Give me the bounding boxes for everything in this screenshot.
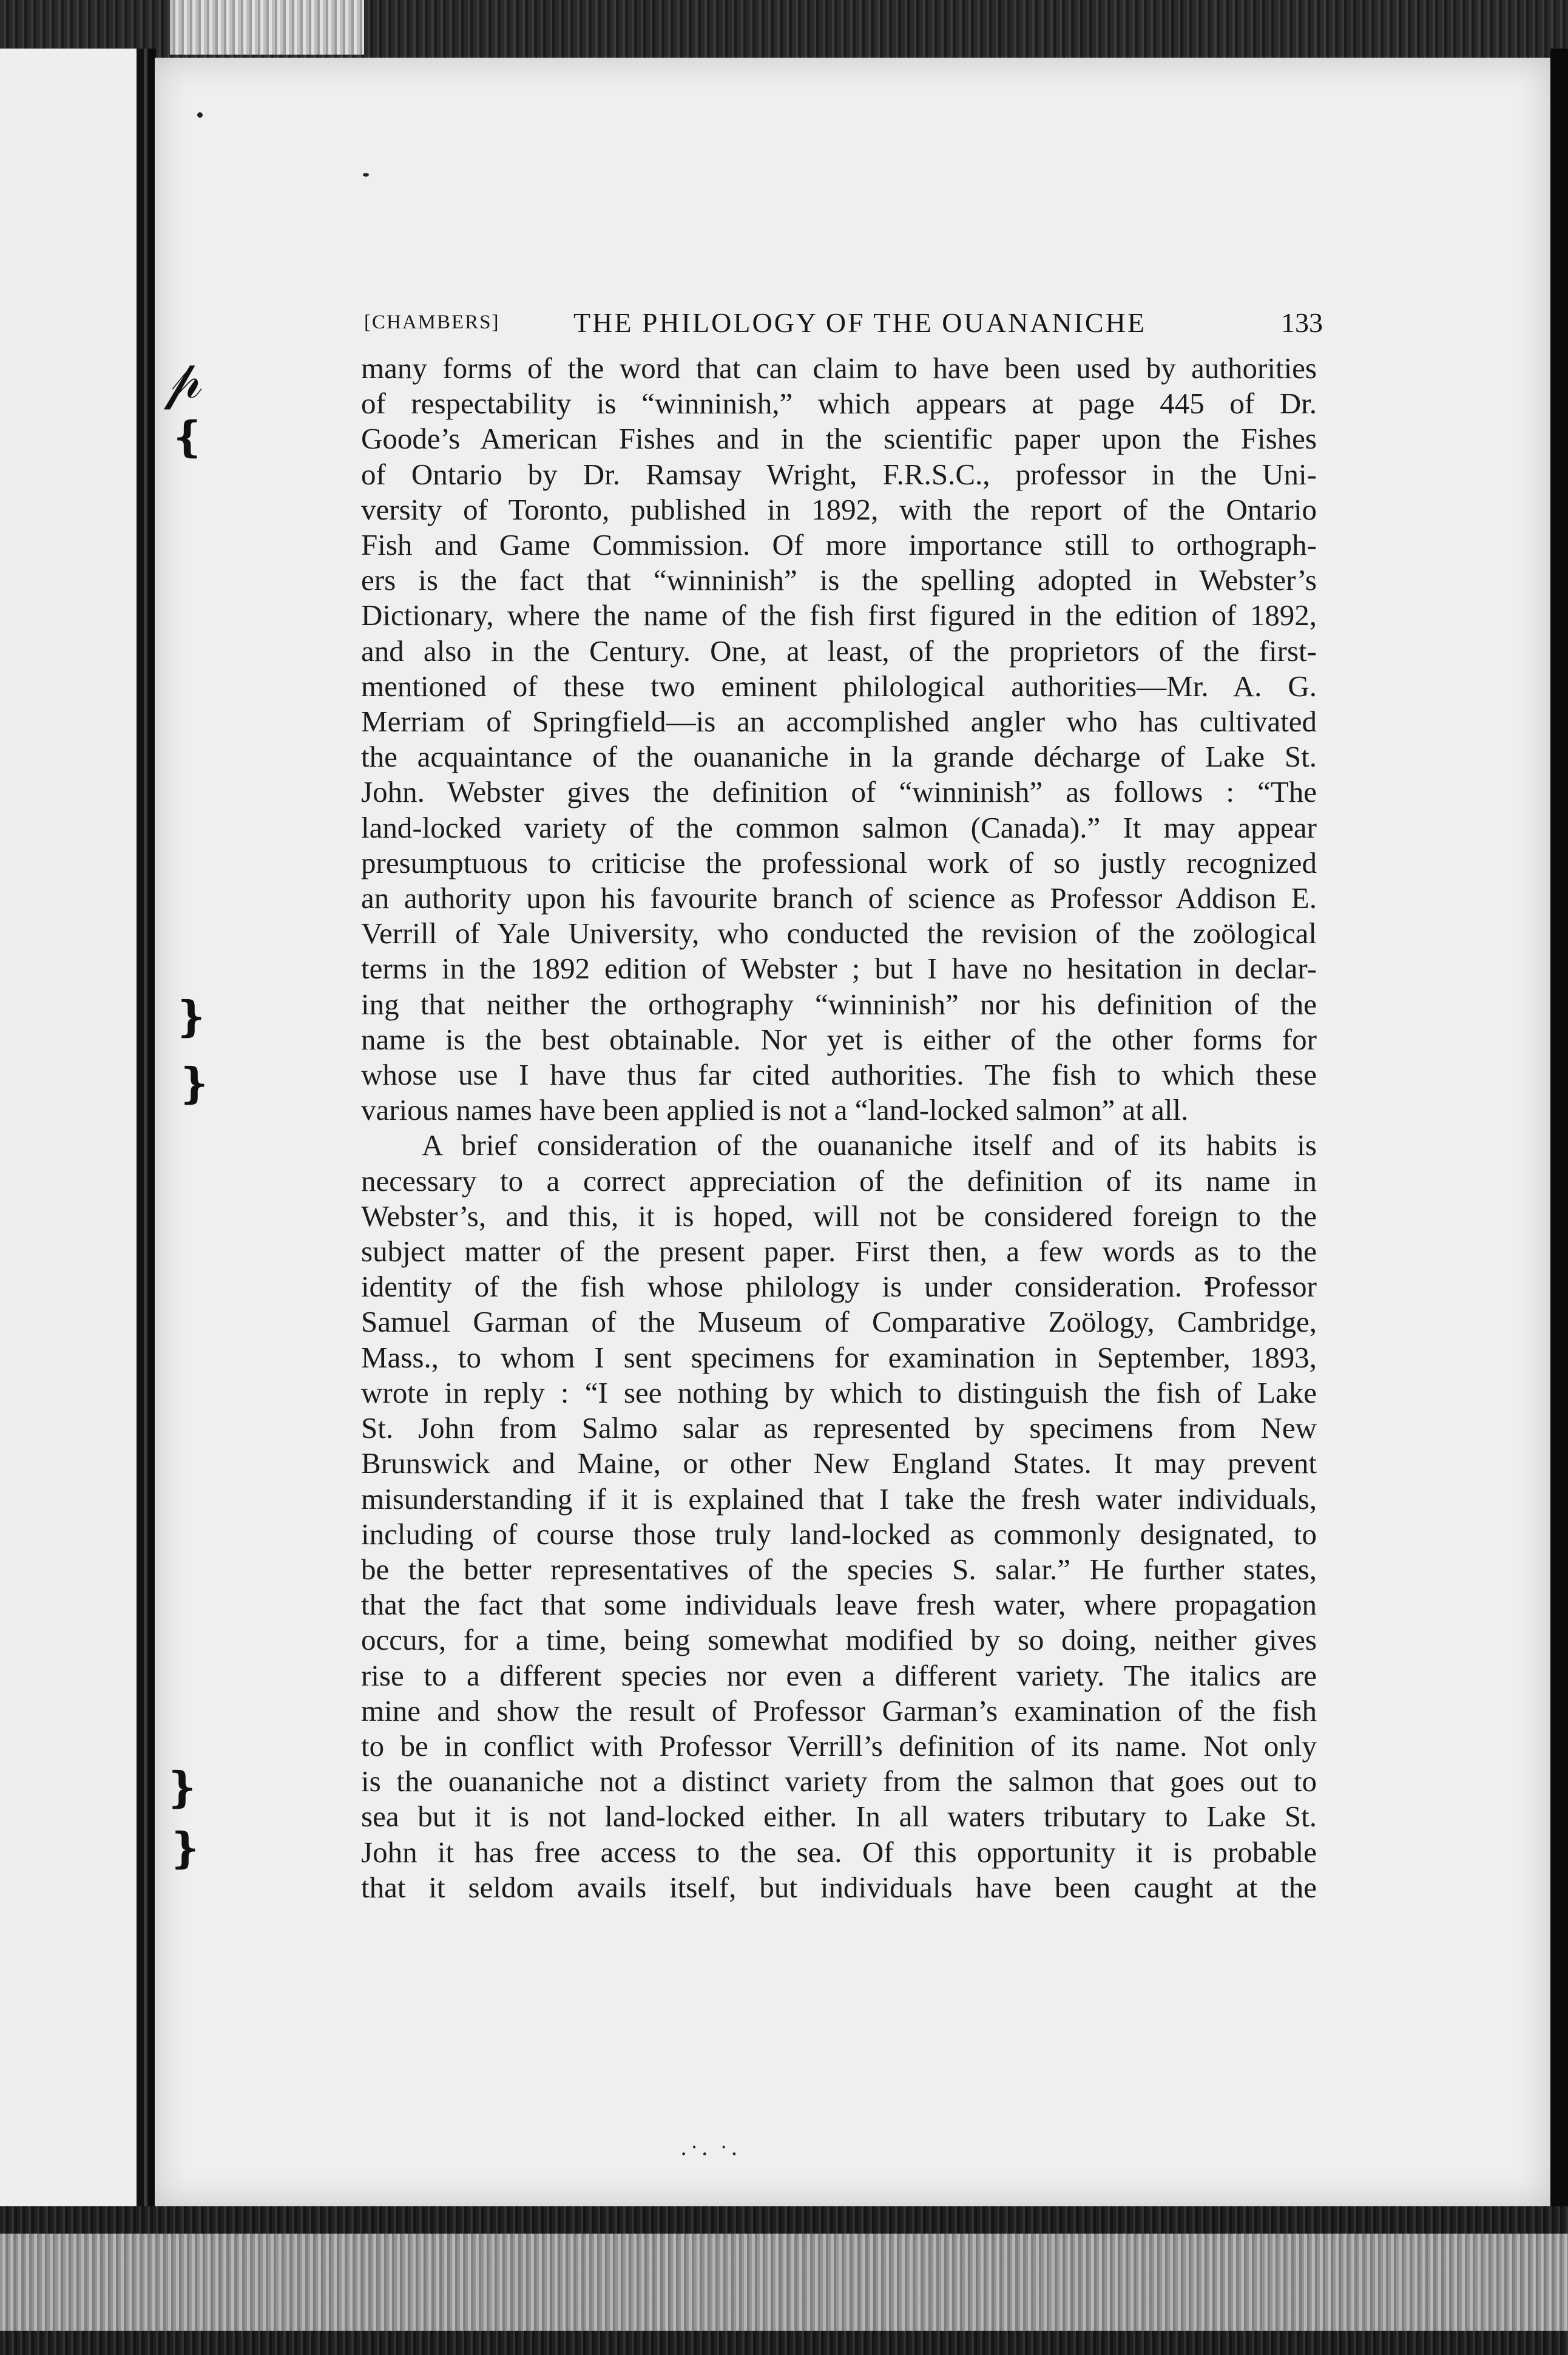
text-line: ing that neither the orthography “winninish” nor his definition of the xyxy=(361,987,1317,1021)
running-header xyxy=(364,307,1323,343)
text-line: presumptuous to criticise the professional work of so justly recognized xyxy=(361,845,1317,879)
text-line: that it seldom avails itself, but individuals have been caught at the xyxy=(361,1870,1317,1904)
text-line: that the fact that some individuals leave fresh water, where propagation xyxy=(361,1588,1317,1622)
dust-speck xyxy=(363,173,369,177)
binding-clip-6: ❵ xyxy=(167,1823,203,1873)
text-line: St. John from Salmo salar as represented by specimens from New xyxy=(361,1411,1317,1445)
book-binding-shadow xyxy=(137,49,156,2209)
text-line: sea but it is not land-locked either. In all waters tributary to Lake St. xyxy=(361,1800,1317,1834)
binding-clip-2: ❴ xyxy=(170,412,206,462)
text-line: name is the best obtainable. Nor yet is either of the other forms for xyxy=(361,1022,1317,1056)
facing-page-edge xyxy=(0,49,155,2206)
paragraph-2 xyxy=(361,1128,1317,1905)
page-number: 133 xyxy=(1281,307,1323,338)
text-line: Goode’s American Fishes and in the scientific paper upon the Fishes xyxy=(361,422,1317,456)
text-line: including of course those truly land-locked as commonly designated, to xyxy=(361,1517,1317,1551)
text-line: mine and show the result of Professor Garman’s examination of the fish xyxy=(361,1693,1317,1727)
text-line: subject matter of the present paper. First then, a few words as to the xyxy=(361,1235,1317,1269)
text-line: and also in the Century. One, at least, of the proprietors of the first- xyxy=(361,634,1317,668)
text-line: Merriam of Springfield—is an accomplished angler who has cultivated xyxy=(361,705,1317,739)
text-line: necessary to a correct appreciation of the definition of its name in xyxy=(361,1164,1317,1198)
text-line: be the better representatives of the species S. salar.” He further states, xyxy=(361,1552,1317,1586)
text-line: rise to a different species nor even a different variety. The italics are xyxy=(361,1658,1317,1692)
text-line: occurs, for a time, being somewhat modified by so doing, neither gives xyxy=(361,1623,1317,1657)
text-line: John. Webster gives the definition of “winninish” as follows : “The xyxy=(361,775,1317,809)
dust-speck xyxy=(197,112,203,118)
scan-top-light-band xyxy=(170,0,364,55)
scan-right-edge xyxy=(1550,49,1568,2209)
text-line: versity of Toronto, published in 1892, with the report of the Ontario xyxy=(361,492,1317,526)
text-line: misunderstanding if it is explained that I take the fresh water individuals, xyxy=(361,1482,1317,1516)
scan-bottom-light-band xyxy=(0,2234,1568,2331)
text-line: Fish and Game Commission. Of more importance still to orthograph- xyxy=(361,528,1317,562)
binding-clip-4: ❵ xyxy=(176,1059,212,1108)
text-line: of respectability is “winninish,” which appears at page 445 of Dr. xyxy=(361,387,1317,421)
body-text xyxy=(361,351,1317,1905)
text-line: many forms of the word that can claim to have been used by authorities xyxy=(361,351,1317,385)
text-line: Verrill of Yale University, who conducted the revision of the zoölogical xyxy=(361,917,1317,950)
text-line: terms in the 1892 edition of Webster ; but I have no hesitation in declar- xyxy=(361,952,1317,986)
binding-clip-1: 𝓅 xyxy=(164,347,203,411)
binding-clip-3: ❵ xyxy=(173,992,209,1042)
text-line: is the ouananiche not a distinct variety from the salmon that goes out to xyxy=(361,1764,1317,1798)
text-line: the acquaintance of the ouananiche in la grande décharge of Lake St. xyxy=(361,740,1317,774)
scan-bottom-edge xyxy=(0,2206,1568,2355)
paragraph-1 xyxy=(361,351,1317,1128)
text-line: wrote in reply : “I see nothing by which to distinguish the fish of Lake xyxy=(361,1375,1317,1409)
text-line: various names have been applied is not a “land-locked salmon” at all. xyxy=(361,1093,1189,1127)
scan-top-edge xyxy=(0,0,1568,58)
text-line: Mass., to whom I sent specimens for examination in September, 1893, xyxy=(361,1340,1317,1374)
text-line: land-locked variety of the common salmon (Canada).” It may appear xyxy=(361,810,1317,844)
text-line: ers is the fact that “winninish” is the spelling adopted in Webster’s xyxy=(361,563,1317,597)
text-line: Brunswick and Maine, or other New England States. It may prevent xyxy=(361,1446,1317,1480)
page-smudge: ·˙· ˙· xyxy=(680,2140,741,2167)
text-line: mentioned of these two eminent philological authorities—Mr. A. G. xyxy=(361,669,1317,703)
text-line: whose use I have thus far cited authorities. The fish to which these xyxy=(361,1058,1317,1092)
text-line: A brief consideration of the ouananiche itself and of its habits is xyxy=(422,1128,1317,1162)
text-line: of Ontario by Dr. Ramsay Wright, F.R.S.C., professor in the Uni- xyxy=(361,457,1317,491)
text-line: identity of the fish whose philology is under consideration. Professor xyxy=(361,1270,1317,1304)
author-runner: [CHAMBERS] xyxy=(364,311,500,333)
text-line: Samuel Garman of the Museum of Comparative Zoölogy, Cambridge, xyxy=(361,1305,1317,1339)
text-line: John it has free access to the sea. Of this opportunity it is probable xyxy=(361,1835,1317,1869)
text-line: to be in conflict with Professor Verrill’s definition of its name. Not only xyxy=(361,1729,1317,1763)
text-line: Webster’s, and this, it is hoped, will not be considered foreign to the xyxy=(361,1199,1317,1233)
text-line: Dictionary, where the name of the fish first figured in the edition of 1892, xyxy=(361,598,1317,632)
text-line: an authority upon his favourite branch of science as Professor Addison E. xyxy=(361,881,1317,915)
page-title: THE PHILOLOGY OF THE OUANANICHE xyxy=(573,307,1146,338)
binding-clip-5: ❵ xyxy=(164,1763,200,1812)
